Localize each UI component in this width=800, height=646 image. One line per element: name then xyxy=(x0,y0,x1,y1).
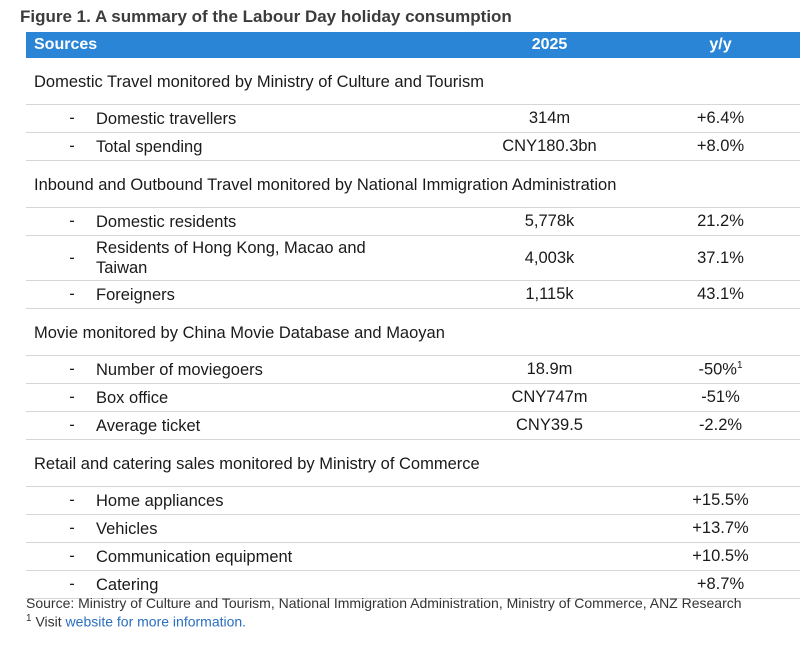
row-label: Domestic residents xyxy=(96,212,237,231)
row-dash: - xyxy=(69,248,75,267)
table-row xyxy=(26,356,800,384)
row-label: Home appliances xyxy=(96,491,224,510)
table-row xyxy=(26,281,800,309)
header-yy: y/y xyxy=(641,32,800,58)
table-row xyxy=(26,515,800,543)
row-label: Residents of Hong Kong, Macao and Taiwan xyxy=(96,239,366,277)
row-dash: - xyxy=(69,575,75,593)
row-yy-value: -50% xyxy=(698,360,737,379)
figure-title: Figure 1. A summary of the Labour Day holiday consumption xyxy=(20,7,512,26)
row-label: Vehicles xyxy=(96,519,158,538)
table-row xyxy=(26,543,800,571)
row-value: 4,003k xyxy=(458,236,641,281)
row-yy xyxy=(641,356,800,384)
row-value: CNY747m xyxy=(458,384,641,412)
row-value: 1,115k xyxy=(458,281,641,309)
row-value: CNY180.3bn xyxy=(458,133,641,161)
row-dash: - xyxy=(69,137,75,155)
row-yy: +13.7% xyxy=(641,515,800,543)
row-dash: - xyxy=(69,109,75,127)
website-link[interactable]: website for more information. xyxy=(65,613,247,630)
row-dash: - xyxy=(69,519,75,537)
row-label: Box office xyxy=(96,388,169,407)
table-header-row xyxy=(26,32,800,58)
row-value xyxy=(458,543,641,571)
section-label: Movie monitored by China Movie Database and Maoyan xyxy=(26,309,800,356)
footnote-mark: 1 xyxy=(26,613,32,624)
section-row xyxy=(26,440,800,487)
row-dash: - xyxy=(69,285,75,303)
table-footer xyxy=(26,595,796,630)
table-row xyxy=(26,105,800,133)
header-year: 2025 xyxy=(458,32,641,58)
row-yy: -2.2% xyxy=(641,412,800,440)
row-dash: - xyxy=(69,547,75,565)
row-label: Foreigners xyxy=(96,285,175,304)
row-yy: -51% xyxy=(641,384,800,412)
section-row xyxy=(26,58,800,105)
summary-table xyxy=(26,32,800,599)
row-yy: +8.7% xyxy=(641,571,800,599)
footnote xyxy=(26,611,796,630)
row-value: CNY39.5 xyxy=(458,412,641,440)
row-yy: +6.4% xyxy=(641,105,800,133)
row-dash: - xyxy=(69,416,75,434)
row-label: Number of moviegoers xyxy=(96,360,263,379)
table-row xyxy=(26,236,800,281)
row-yy: 37.1% xyxy=(641,236,800,281)
section-row xyxy=(26,309,800,356)
row-value: 5,778k xyxy=(458,208,641,236)
section-row xyxy=(26,161,800,208)
row-label: Domestic travellers xyxy=(96,109,237,128)
row-label: Communication equipment xyxy=(96,547,293,566)
row-yy: +15.5% xyxy=(641,487,800,515)
section-label: Inbound and Outbound Travel monitored by National Immigration Administration xyxy=(26,161,800,208)
row-value: 314m xyxy=(458,105,641,133)
section-label: Retail and catering sales monitored by Ministry of Commerce xyxy=(26,440,800,487)
footnote-marker: 1 xyxy=(736,359,743,371)
footnote-text: Visit xyxy=(31,613,66,630)
row-label: Average ticket xyxy=(96,416,201,435)
row-label: Catering xyxy=(96,575,159,594)
row-dash: - xyxy=(69,388,75,406)
row-dash: - xyxy=(69,360,75,378)
row-value: 18.9m xyxy=(458,356,641,384)
table-row xyxy=(26,384,800,412)
row-dash: - xyxy=(69,212,75,230)
row-yy: 43.1% xyxy=(641,281,800,309)
row-label: Total spending xyxy=(96,137,203,156)
section-label: Domestic Travel monitored by Ministry of Culture and Tourism xyxy=(26,58,800,105)
row-dash: - xyxy=(69,491,75,509)
source-note: Source: Ministry of Culture and Tourism, National Immigration Administration, Ministry of Commerce, ANZ Research xyxy=(26,595,742,611)
table-row xyxy=(26,412,800,440)
row-yy: +8.0% xyxy=(641,133,800,161)
row-value xyxy=(458,515,641,543)
row-yy: +10.5% xyxy=(641,543,800,571)
table-row xyxy=(26,487,800,515)
row-yy: 21.2% xyxy=(641,208,800,236)
table-row xyxy=(26,133,800,161)
table-row xyxy=(26,208,800,236)
header-sources: Sources xyxy=(26,32,458,58)
row-value xyxy=(458,487,641,515)
